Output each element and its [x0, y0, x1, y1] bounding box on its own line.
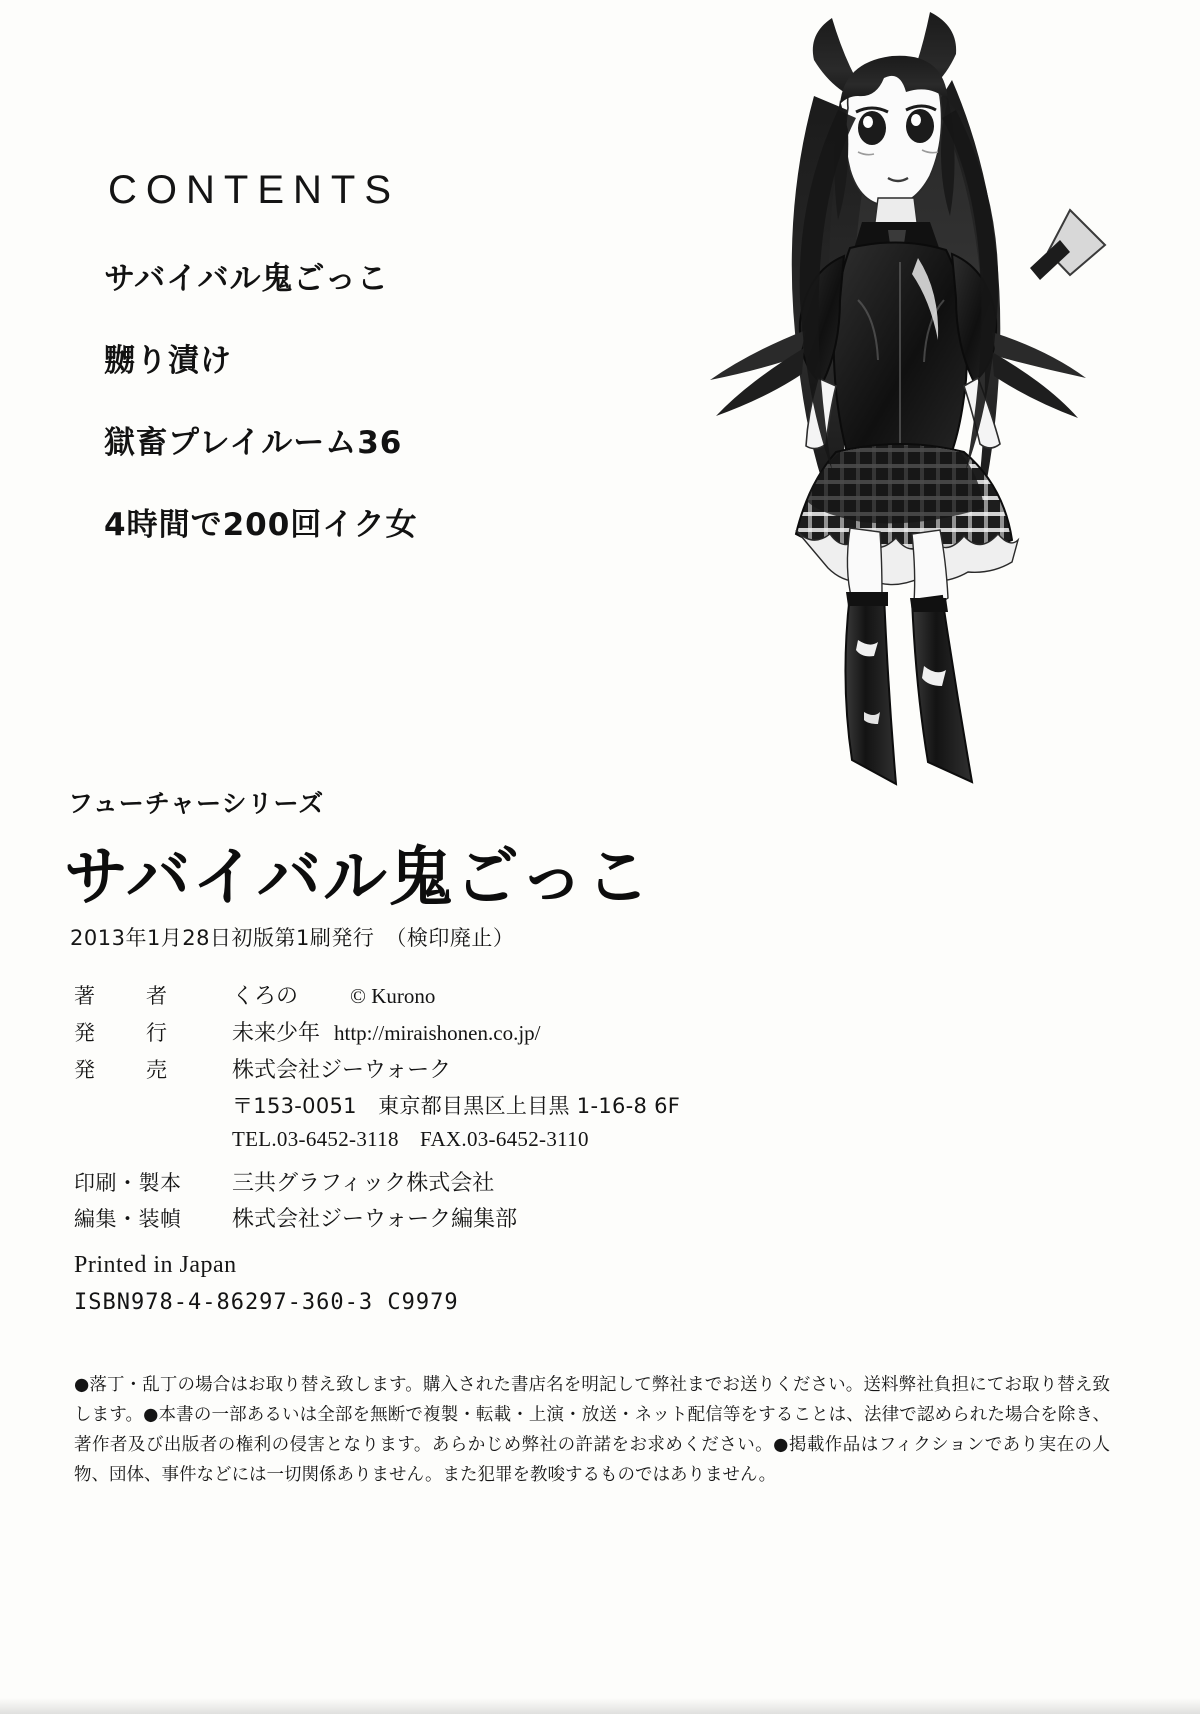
- colophon-value: [196, 1167, 834, 1202]
- colophon-value: [196, 1017, 834, 1052]
- colophon-label: 印刷・製本: [74, 1170, 182, 1195]
- table-row: [74, 980, 834, 1015]
- table-row: [74, 1017, 834, 1052]
- colophon-label: 発 行: [74, 1020, 182, 1045]
- page-title: サバイバル鬼ごっこ: [64, 841, 652, 915]
- table-row: [74, 1054, 834, 1089]
- list-item: 4時間で200回イク女: [104, 507, 418, 543]
- author-name: くろの: [232, 984, 299, 1009]
- list-item: 嬲り漬け: [104, 343, 232, 379]
- colophon-label: 著 者: [74, 984, 182, 1008]
- distributor-address: 〒153-0051 東京都目黒区上目黒 1-16-8 6F: [232, 1094, 681, 1119]
- colophon-value: [196, 1054, 834, 1089]
- publisher-name: 未来少年: [232, 1020, 321, 1046]
- legal-notice: [74, 1370, 1110, 1490]
- distributor-phone: TEL.03-6452-3118 FAX.03-6452-3110: [232, 1127, 589, 1152]
- contents-section: [104, 168, 624, 581]
- printer-name: 三共グラフィック株式会社: [232, 1170, 495, 1196]
- printed-in-japan: Printed in Japan: [74, 1252, 237, 1278]
- contents-list: [104, 253, 624, 544]
- list-item: 獄畜プレイルーム36: [104, 425, 403, 461]
- legal-text: ●落丁・乱丁の場合はお取り替え致します。購入された書店名を明記して弊社までお送りください。送料弊社負担にてお取り替え致します。●本書の一部あるいは全部を無断で複製・転載・上演・放送・ネット配信等をすることは、法律で認められた場合を除き、著作者及び出版者の権利の侵害となります。あらかじめ弊社の許諾をお求めください。●掲載作品はフィクションであり実在の人物、団体、事件などには一切関係ありません。また犯罪を教唆するものではありません。: [74, 1375, 1110, 1486]
- table-row: [74, 1167, 834, 1202]
- colophon-label: 発 売: [74, 1057, 182, 1082]
- copyright-notice: © Kurono: [350, 984, 436, 1008]
- colophon-value: [196, 980, 834, 1015]
- editor-name: 株式会社ジーウォーク編集部: [232, 1207, 518, 1233]
- colophon-label: 編集・装幀: [74, 1207, 182, 1232]
- colophon-value: [196, 1203, 834, 1238]
- page-edge-shadow: [0, 1698, 1200, 1714]
- contents-heading: CONTENTS: [108, 168, 400, 212]
- publication-date: 2013年1月28日初版第1刷発行 （検印廃止）: [70, 926, 515, 950]
- table-row: [74, 1203, 834, 1238]
- publisher-url[interactable]: http://miraishonen.co.jp/: [334, 1020, 541, 1045]
- distributor-name: 株式会社ジーウォーク: [232, 1057, 452, 1083]
- colophon-table: [74, 980, 834, 1240]
- isbn-code: ISBN978-4-86297-360-3 C9979: [74, 1290, 459, 1315]
- list-item: サバイバル鬼ごっこ: [104, 261, 389, 297]
- series-label: フューチャーシリーズ: [68, 789, 325, 818]
- character-illustration: [600, 0, 1200, 790]
